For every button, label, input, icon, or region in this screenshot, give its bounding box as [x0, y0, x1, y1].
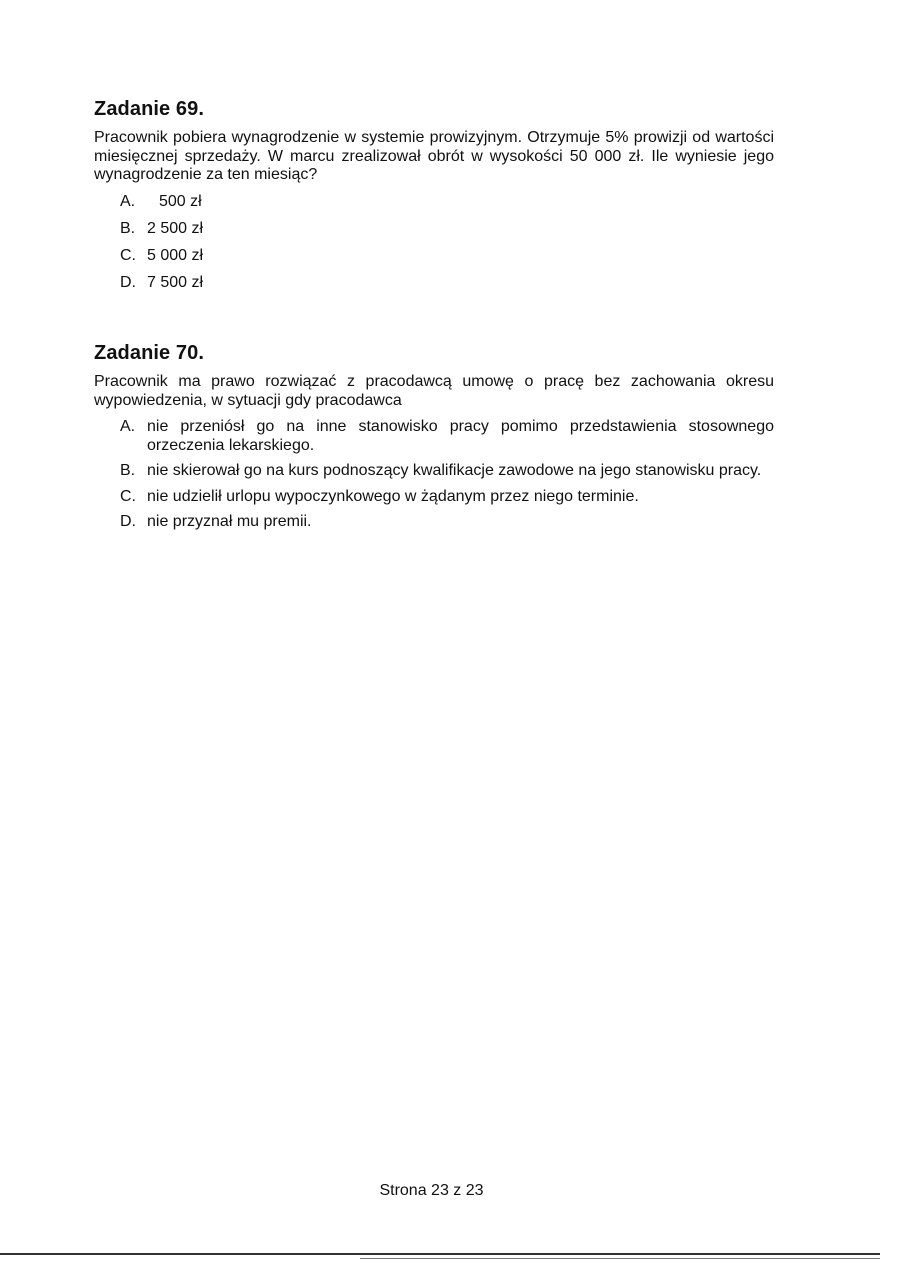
answer-text: nie przyznał mu premii. [147, 513, 312, 530]
answer-option-d [94, 274, 774, 293]
answer-letter: D. [120, 273, 136, 291]
answer-option-a [94, 418, 774, 455]
task-70 [94, 341, 774, 539]
answer-option-b [94, 462, 774, 481]
answer-option-c [94, 488, 774, 507]
answer-option-a [94, 193, 774, 212]
answer-option-c [94, 247, 774, 266]
answer-text: 7 500 zł [147, 273, 204, 291]
page-number: Strona 23 z 23 [379, 1182, 484, 1199]
answer-letter: A. [120, 192, 136, 210]
answer-letter: A. [120, 418, 136, 435]
answer-letter: D. [120, 513, 136, 530]
answer-text: 500 zł [159, 192, 202, 210]
task-question: Pracownik pobiera wynagrodzenie w systemie prowizyjnym. Otrzymuje 5% prowizji od wartości miesięcznej sprzedaży. W marcu zrealizował obrót w wysokości 50 000 zł. Ile wyniesie jego wynagrodzenie za ten miesiąc? [94, 129, 774, 183]
answer-letter: C. [120, 246, 136, 264]
task-69 [94, 97, 774, 301]
bottom-rule-thin [360, 1258, 880, 1259]
task-title: Zadanie 70. [94, 342, 205, 364]
task-title: Zadanie 69. [94, 98, 205, 120]
answer-option-d [94, 513, 774, 532]
answer-text: nie udzielił urlopu wypoczynkowego w żądanym przez niego terminie. [147, 487, 639, 505]
bottom-rule [0, 1253, 880, 1255]
task-question: Pracownik ma prawo rozwiązać z pracodawcą umowę o pracę bez zachowania okresu wypowiedzenia, w sytuacji gdy pracodawca [94, 373, 774, 409]
answer-letter: C. [120, 487, 136, 505]
answer-list [94, 193, 774, 293]
answer-text: nie skierował go na kurs podnoszący kwalifikacje zawodowe na jego stanowisku pracy. [147, 462, 762, 479]
answer-text: nie przeniósł go na inne stanowisko pracy pomimo przedstawienia stosownego orzeczenia lekarskiego. [147, 418, 774, 454]
answer-option-b [94, 220, 774, 239]
answer-list [94, 418, 774, 532]
answer-text: 2 500 zł [147, 219, 204, 237]
answer-letter: B. [120, 219, 136, 237]
answer-text: 5 000 zł [147, 246, 204, 264]
answer-letter: B. [120, 462, 136, 479]
